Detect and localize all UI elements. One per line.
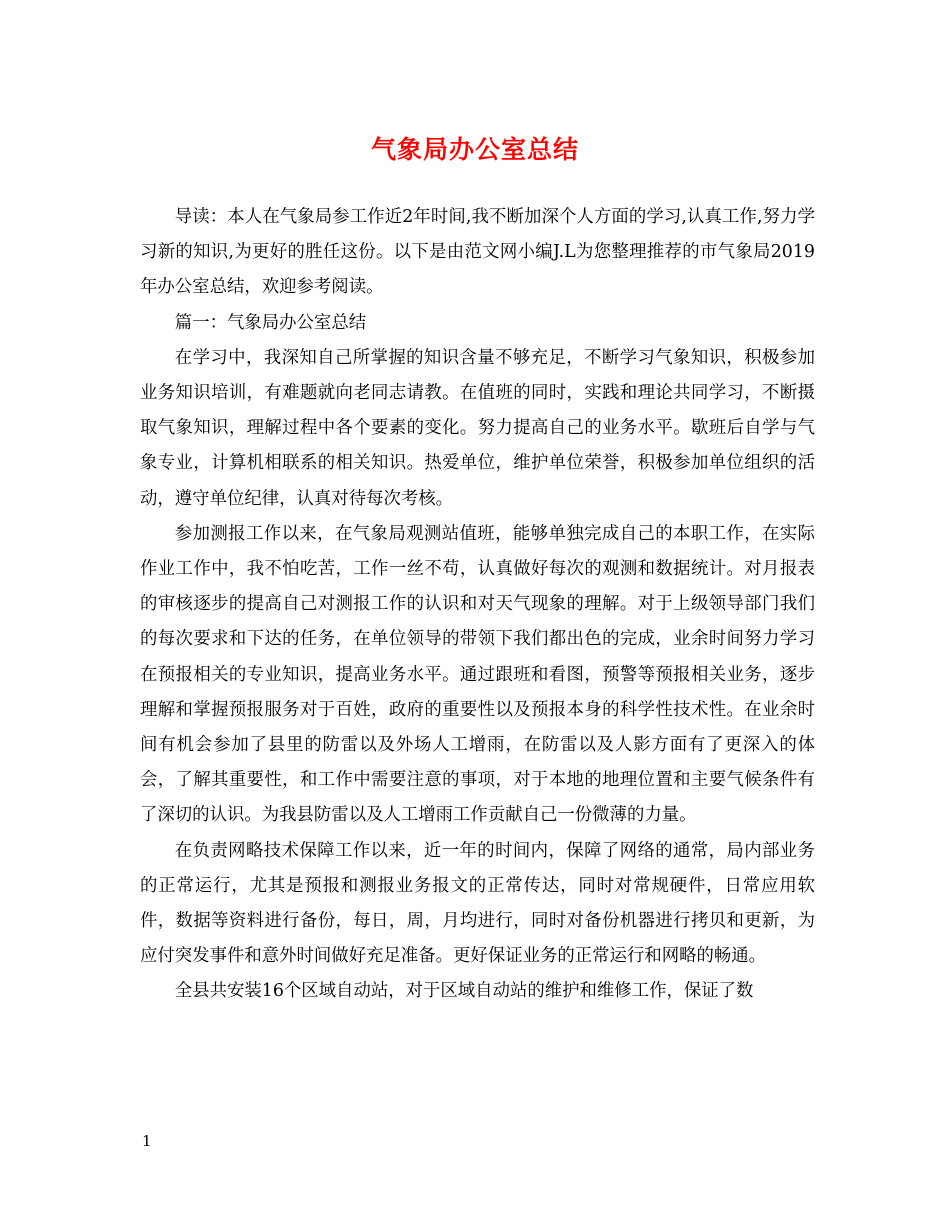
page-number: 1 <box>142 1132 152 1150</box>
body-paragraph: 参加测报工作以来，在气象局观测站值班，能够单独完成自己的本职工作，在实际作业工作中，我不怕吃苦，工作一丝不苟，认真做好每次的观测和数据统计。对月报表的审核逐步的提高自己对测报工作的认识和对天气现象的理解。对于上级领导部门我们的每次要求和下达的任务，在单位领导的带领下我们都出色的完成，业余时间努力学习在预报相关的专业知识，提高业务水平。通过跟班和看图，预警等预报相关业务，逐步理解和掌握预报服务对于百姓，政府的重要性以及预报本身的科学性技术性。在业余时间有机会参加了县里的防雷以及外场人工增雨，在防雷以及人影方面有了更深入的体会，了解其重要性，和工作中需要注意的事项，对于本地的地理位置和主要气候条件有了深切的认识。为我县防雷以及人工增雨工作贡献自己一份微薄的力量。 <box>140 523 815 826</box>
body-paragraph: 全县共安装16个区域自动站，对于区域自动站的维护和维修工作，保证了数 <box>174 981 754 1002</box>
document-body <box>140 200 815 1010</box>
document-title: 气象局办公室总结 <box>370 135 579 164</box>
intro-paragraph: 导读：本人在气象局参工作近2年时间,我不断加深个人方面的学习,认真工作,努力学习新的知识,为更好的胜任这份。以下是由范文网小编J.L为您整理推荐的市气象局2019年办公室总结，欢迎参考阅读。 <box>140 207 815 298</box>
body-paragraph: 在学习中，我深知自己所掌握的知识含量不够充足，不断学习气象知识，积极参加业务知识培训，有难题就向老同志请教。在值班的同时，实践和理论共同学习，不断摄取气象知识，理解过程中各个要素的变化。努力提高自己的业务水平。歇班后自学与气象专业，计算机相联系的相关知识。热爱单位，维护单位荣誉，积极参加单位组织的活动，遵守单位纪律，认真对待每次考核。 <box>140 347 815 509</box>
body-paragraph: 在负责网略技术保障工作以来，近一年的时间内，保障了网络的通常，局内部业务的正常运行，尤其是预报和测报业务报文的正常传达，同时对常规硬件，日常应用软件，数据等资料进行备份，每日，周，月均进行，同时对备份机器进行拷贝和更新，为应付突发事件和意外时间做好充足准备。更好保证业务的正常运行和网略的畅通。 <box>140 840 815 967</box>
section-heading: 篇一：气象局办公室总结 <box>174 312 367 333</box>
